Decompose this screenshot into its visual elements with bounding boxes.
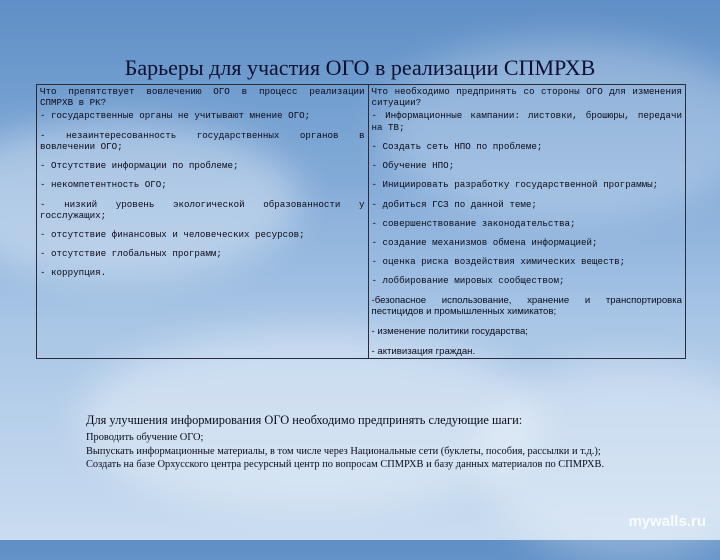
action-item: - Информационные кампании: листовки, брошюры, передачи на ТВ; xyxy=(371,110,682,133)
barrier-item: - отсутствие финансовых и человеческих ресурсов; xyxy=(40,228,305,240)
barrier-item: - некомпетентность ОГО; xyxy=(40,179,167,191)
recommendations-lead: Для улучшения информирования ОГО необходимо предпринять следующие шаги: xyxy=(86,413,523,427)
action-item: - Инициировать разработку государственной программы; xyxy=(371,179,659,191)
recommendation-item: Выпускать информационные материалы, в том числе через Национальные сети (буклеты, пособия, рассылки и т.д.); xyxy=(86,445,601,457)
action-item: -безопасное использование, хранение и транспортировка пестицидов и промышленных химикатов; xyxy=(371,294,682,318)
barrier-item: - незаинтересованность государственных органов в вовлечении ОГО; xyxy=(40,129,365,152)
slide-title: Барьеры для участия ОГО в реализации СПМРХВ xyxy=(124,55,596,80)
barriers-column xyxy=(37,85,369,359)
barriers-table xyxy=(36,84,686,359)
action-item: - Создать сеть НПО по проблеме; xyxy=(371,140,543,152)
action-item: - совершенствование законодательства; xyxy=(371,217,576,229)
action-item: - создание механизмов обмена информацией; xyxy=(371,236,598,248)
recommendation-item: Создать на базе Орхусского центра ресурсный центр по вопросам СПМРХВ и базу данных материалов по СПМРХВ. xyxy=(86,459,605,471)
action-item: - изменение политики государства; xyxy=(371,326,528,338)
actions-column xyxy=(368,85,686,359)
action-item: - активизация граждан. xyxy=(371,345,476,357)
watermark: mywalls.ru xyxy=(628,513,706,530)
table-row xyxy=(37,85,686,359)
action-item: - Обучение НПО; xyxy=(371,160,455,172)
barrier-item: - государственные органы не учитывают мнение ОГО; xyxy=(40,110,311,122)
barrier-item: - низкий уровень экологической образованности у госслужащих; xyxy=(40,198,365,221)
barriers-question: Что препятствует вовлечению ОГО в процесс реализации СПМРХВ в РК? xyxy=(40,86,365,109)
recommendations-block xyxy=(86,412,646,472)
actions-question: Что необходимо предпринять со стороны ОГО для изменения ситуации? xyxy=(371,86,682,109)
barrier-item: - отсутствие глобальных программ; xyxy=(40,248,222,260)
action-item: - лоббирование мировых сообществом; xyxy=(371,275,565,287)
recommendation-item: Проводить обучение ОГО; xyxy=(86,432,204,444)
barrier-item: - коррупция. xyxy=(40,267,107,279)
action-item: - оценка риска воздействия химических веществ; xyxy=(371,256,626,268)
action-item: - добиться ГСЗ по данной теме; xyxy=(371,198,537,210)
barrier-item: - Отсутствие информации по проблеме; xyxy=(40,160,239,172)
